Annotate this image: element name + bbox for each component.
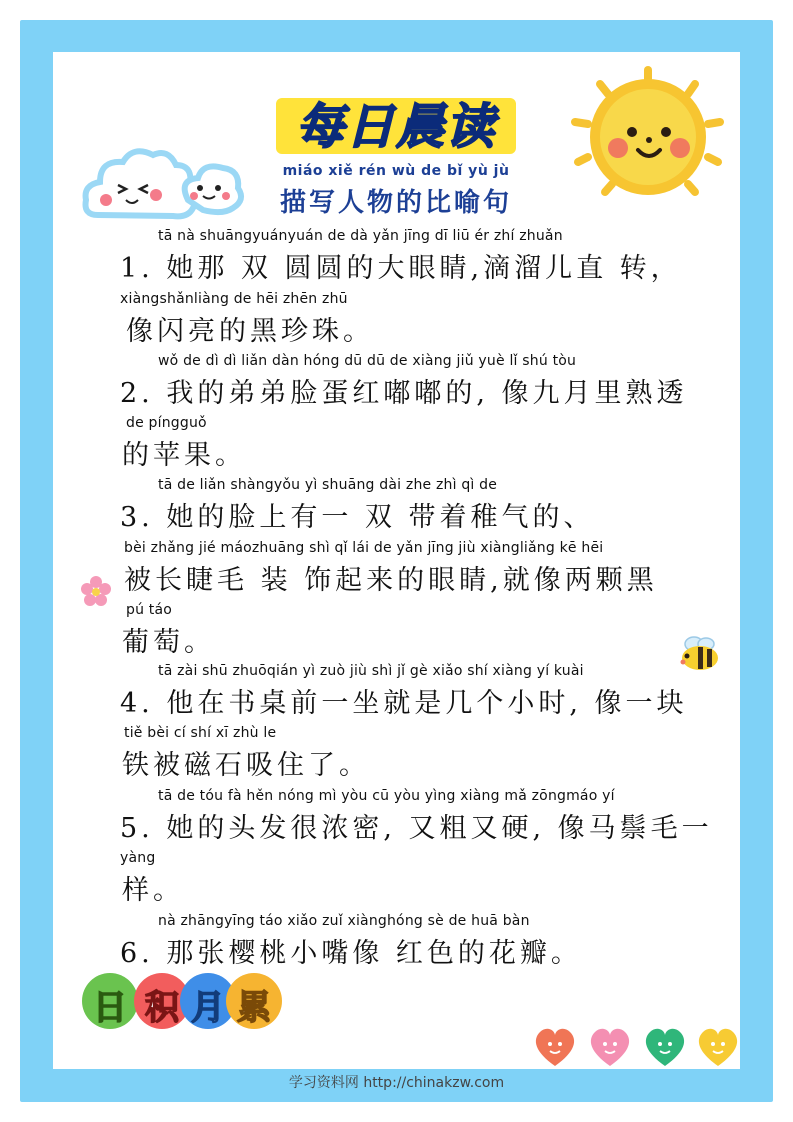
sentence-line: 铁被磁石吸住了。 xyxy=(122,750,370,781)
sentence-line: 被长睫毛 装 饰起来的眼睛,就像两颗黑 xyxy=(124,565,658,596)
subtitle: 描写人物的比喻句 xyxy=(279,188,512,218)
subtitle-pinyin: miáo xiě rén wù de bǐ yù jù xyxy=(282,163,510,179)
badge-char: 积 xyxy=(145,988,179,1028)
badge-char: 日 xyxy=(93,988,127,1028)
pinyin-line: tā zài shū zhuōqián yì zuò jiù shì jǐ gè xiǎo shí xiàng yí kuài xyxy=(158,663,584,679)
pinyin-line: xiàngshǎnliàng de hēi zhēn zhū xyxy=(120,291,348,307)
pinyin-line: wǒ de dì dì liǎn dàn hóng dū dū de xiàng jiǔ yuè lǐ shú tòu xyxy=(158,353,577,369)
sentence-line: 6. 那张樱桃小嘴像 红色的花瓣。 xyxy=(120,938,582,969)
cloud-icon xyxy=(78,140,248,230)
pinyin-line: tā de tóu fà hěn nóng mì yòu cū yòu yìng xiàng mǎ zōngmáo yí xyxy=(158,788,615,804)
pinyin-line: tiě bèi cí shí xī zhù le xyxy=(124,725,277,741)
bee-icon xyxy=(672,632,724,674)
flower-icon xyxy=(80,575,112,607)
sentence-line: 像闪亮的黑珍珠。 xyxy=(126,316,374,347)
pinyin-line: tā nà shuāngyuányuán de dà yǎn jīng dī liū ér zhí zhuǎn xyxy=(158,228,563,244)
sentence-line: 的苹果。 xyxy=(122,440,246,471)
page-title: 每日晨读 xyxy=(295,98,496,155)
pinyin-line: de píngguǒ xyxy=(126,415,207,431)
sentence-line: 2. 我的弟弟脸蛋红嘟嘟的, 像九月里熟透 xyxy=(120,378,688,409)
title-block xyxy=(276,88,516,156)
pinyin-line: bèi zhǎng jié máozhuāng shì qǐ lái de yǎn jīng jiù xiàngliǎng kē hēi xyxy=(124,540,604,556)
badge-char: 月 xyxy=(191,988,225,1028)
sentence-line: 4. 他在书桌前一坐就是几个小时, 像一块 xyxy=(120,688,688,719)
sentence-line: 1. 她那 双 圆圆的大眼睛,滴溜儿直 转， xyxy=(120,253,682,284)
sentence-line: 3. 她的脸上有一 双 带着稚气的、 xyxy=(120,502,595,533)
sentence-line: 5. 她的头发很浓密, 又粗又硬, 像马鬃毛一 xyxy=(120,813,713,844)
sun-icon xyxy=(560,62,740,212)
pinyin-line: tā de liǎn shàngyǒu yì shuāng dài zhe zhì qì de xyxy=(158,477,498,493)
footer-watermark: 学习资料网 http://chinakzw.com xyxy=(288,1075,505,1091)
pinyin-line: nà zhāngyīng táo xiǎo zuǐ xiànghóng sè de huā bàn xyxy=(158,913,530,929)
sentence-line: 样。 xyxy=(122,875,184,906)
sentence-line: 葡萄。 xyxy=(122,627,215,658)
badge-char: 累 xyxy=(237,988,271,1028)
heart-icons xyxy=(530,1020,740,1070)
pinyin-line: yàng xyxy=(120,850,156,866)
pinyin-line: pú táo xyxy=(126,602,173,618)
